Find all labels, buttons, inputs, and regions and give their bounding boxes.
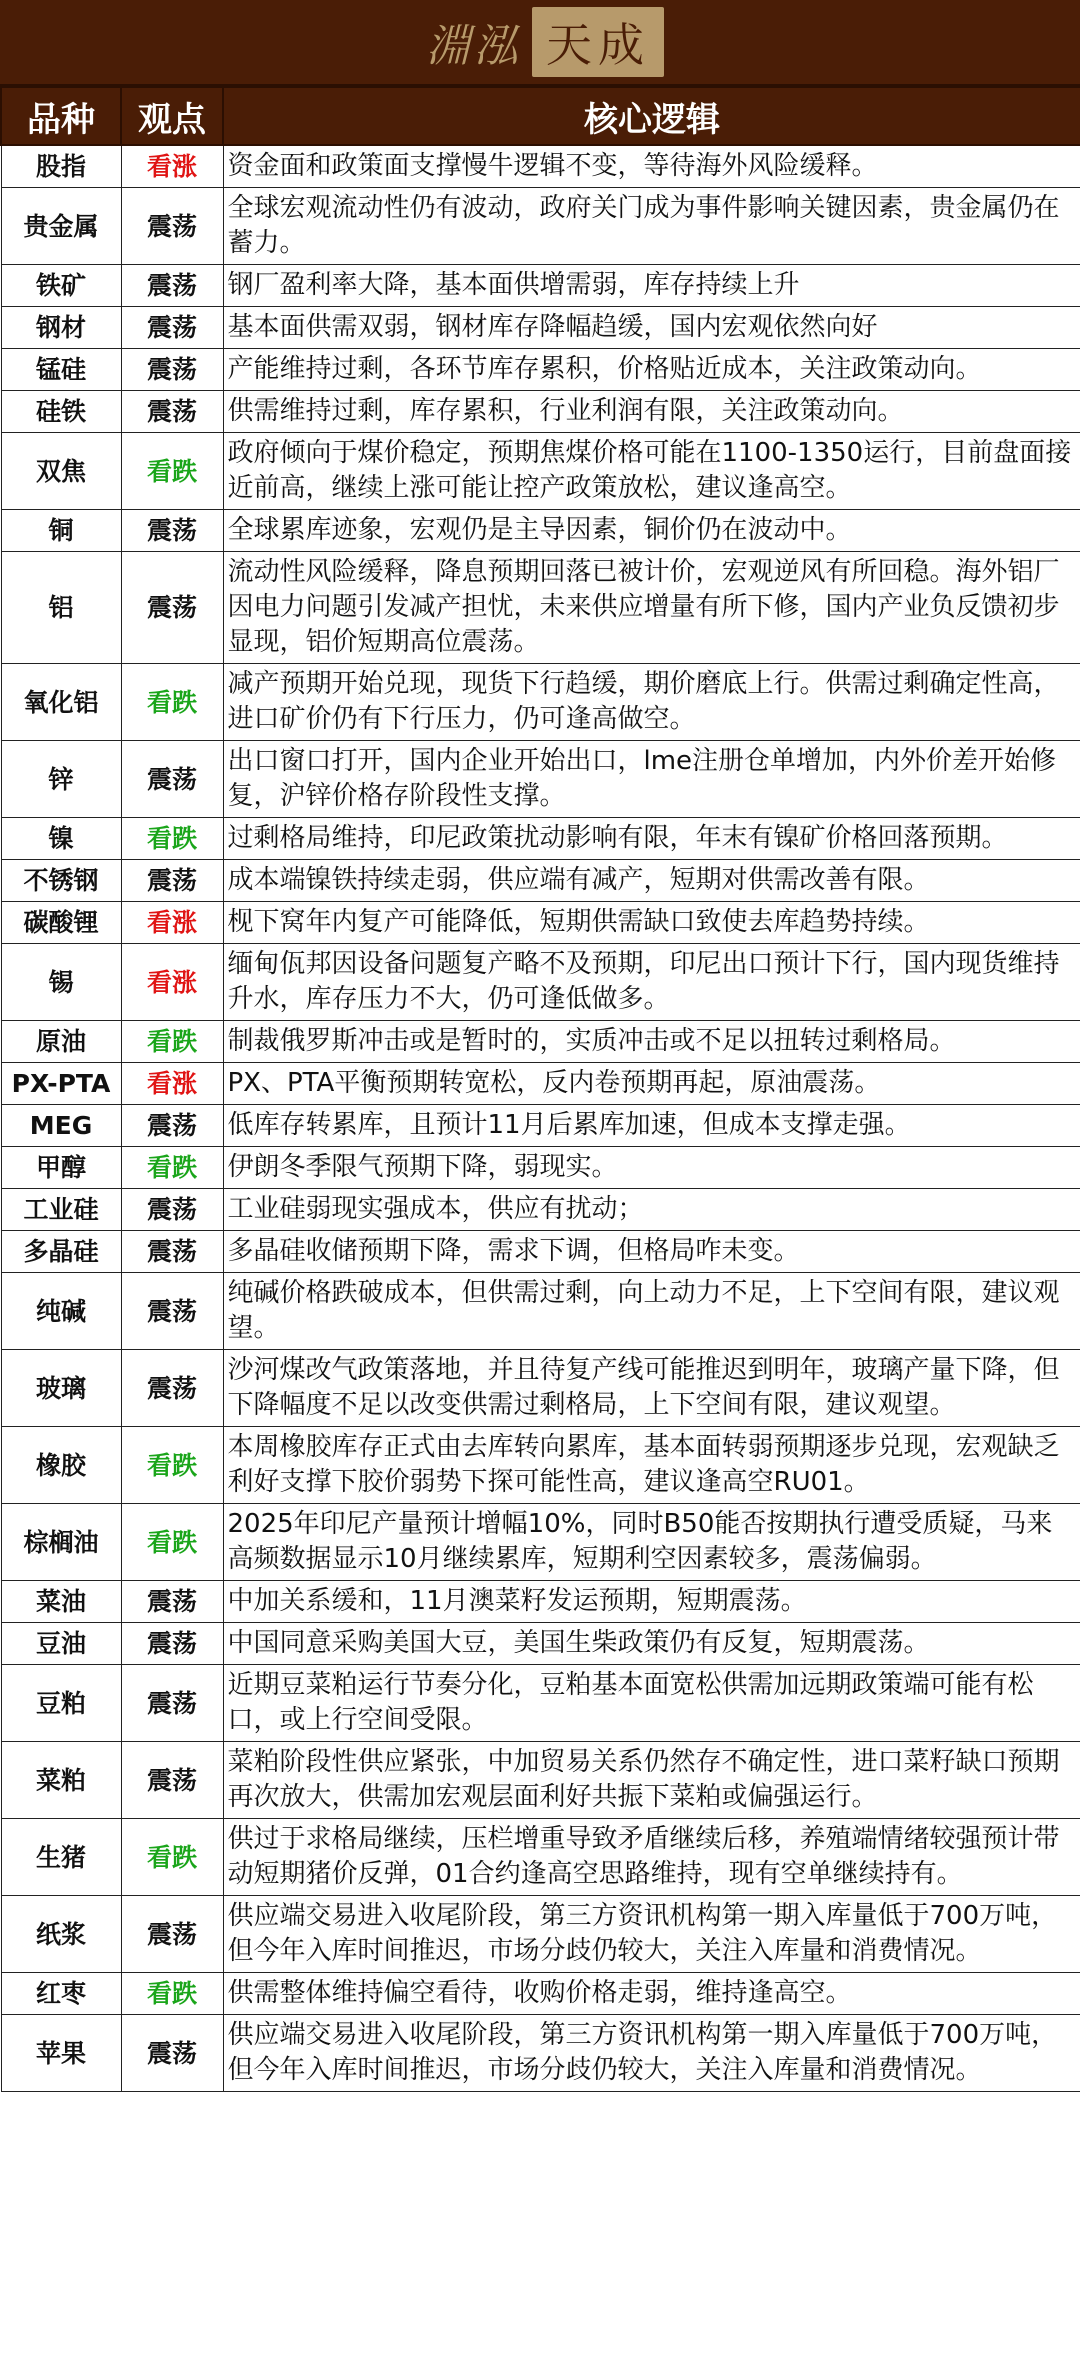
cell-logic: 产能维持过剩，各环节库存累积，价格贴近成本，关注政策动向。 (223, 349, 1080, 391)
cell-view: 看跌 (121, 664, 223, 741)
cell-variety: 菜油 (1, 1581, 121, 1623)
cell-logic: 工业硅弱现实强成本，供应有扰动； (223, 1189, 1080, 1231)
cell-logic: 制裁俄罗斯冲击或是暂时的，实质冲击或不足以扭转过剩格局。 (223, 1021, 1080, 1063)
cell-logic: 中加关系缓和，11月澳菜籽发运预期，短期震荡。 (223, 1581, 1080, 1623)
table-row (1, 349, 1080, 391)
cell-view: 震荡 (121, 860, 223, 902)
cell-logic: 供过于求格局继续，压栏增重导致矛盾继续后移，养殖端情绪较强预计带动短期猪价反弹，01合约逢高空思路维持，现有空单继续持有。 (223, 1819, 1080, 1896)
table-row (1, 1189, 1080, 1231)
table-row (1, 741, 1080, 818)
column-header-logic: 核心逻辑 (223, 87, 1080, 145)
cell-logic: 全球宏观流动性仍有波动，政府关门成为事件影响关键因素，贵金属仍在蓄力。 (223, 188, 1080, 265)
cell-logic: 钢厂盈利率大降，基本面供增需弱，库存持续上升 (223, 265, 1080, 307)
cell-variety: 红枣 (1, 1973, 121, 2015)
cell-logic: 供需整体维持偏空看待，收购价格走弱，维持逢高空。 (223, 1973, 1080, 2015)
cell-variety: 锰硅 (1, 349, 121, 391)
table-row (1, 1063, 1080, 1105)
cell-logic: 枧下窝年内复产可能降低，短期供需缺口致使去库趋势持续。 (223, 902, 1080, 944)
table-row (1, 860, 1080, 902)
cell-variety: 铜 (1, 510, 121, 552)
cell-variety: 纯碱 (1, 1273, 121, 1350)
cell-logic: 多晶硅收储预期下降，需求下调，但格局咋未变。 (223, 1231, 1080, 1273)
logo-text-left: 淵泓 (426, 21, 522, 72)
logo-text-right: 天成 (532, 7, 664, 77)
cell-logic: 菜粕阶段性供应紧张，中加贸易关系仍然存不确定性，进口菜籽缺口预期再次放大，供需加宏观层面利好共振下菜粕或偏强运行。 (223, 1742, 1080, 1819)
table-row (1, 1427, 1080, 1504)
table-row (1, 1896, 1080, 1973)
cell-logic: 流动性风险缓释，降息预期回落已被计价，宏观逆风有所回稳。海外铝厂因电力问题引发减产担忧，未来供应增量有所下修，国内产业负反馈初步显现，铝价短期高位震荡。 (223, 552, 1080, 664)
cell-view: 震荡 (121, 188, 223, 265)
column-header-variety: 品种 (1, 87, 121, 145)
cell-logic: 中国同意采购美国大豆，美国生柴政策仍有反复，短期震荡。 (223, 1623, 1080, 1665)
table-row (1, 145, 1080, 188)
cell-view: 看跌 (121, 433, 223, 510)
cell-variety: 多晶硅 (1, 1231, 121, 1273)
cell-view: 看跌 (121, 818, 223, 860)
cell-logic: 2025年印尼产量预计增幅10%，同时B50能否按期执行遭受质疑，马来高频数据显示10月继续累库，短期利空因素较多，震荡偏弱。 (223, 1504, 1080, 1581)
table-row (1, 1350, 1080, 1427)
header-banner (0, 0, 1080, 86)
cell-variety: 原油 (1, 1021, 121, 1063)
cell-logic: 近期豆菜粕运行节奏分化，豆粕基本面宽松供需加远期政策端可能有松口，或上行空间受限。 (223, 1665, 1080, 1742)
cell-view: 震荡 (121, 1231, 223, 1273)
cell-view: 震荡 (121, 1189, 223, 1231)
cell-variety: 不锈钢 (1, 860, 121, 902)
table-header-row (1, 87, 1080, 145)
cell-logic: 出口窗口打开，国内企业开始出口，lme注册仓单增加，内外价差开始修复，沪锌价格存阶段性支撑。 (223, 741, 1080, 818)
cell-view: 看跌 (121, 1147, 223, 1189)
cell-view: 震荡 (121, 349, 223, 391)
cell-variety: 贵金属 (1, 188, 121, 265)
table-row (1, 1581, 1080, 1623)
cell-variety: 豆粕 (1, 1665, 121, 1742)
cell-view: 震荡 (121, 741, 223, 818)
cell-variety: 碳酸锂 (1, 902, 121, 944)
cell-view: 震荡 (121, 552, 223, 664)
table-row (1, 1742, 1080, 1819)
cell-variety: 豆油 (1, 1623, 121, 1665)
cell-view: 看跌 (121, 1504, 223, 1581)
cell-variety: 铝 (1, 552, 121, 664)
cell-view: 看跌 (121, 1819, 223, 1896)
table-row (1, 1665, 1080, 1742)
cell-logic: 沙河煤改气政策落地，并且待复产线可能推迟到明年，玻璃产量下降，但下降幅度不足以改变供需过剩格局，上下空间有限，建议观望。 (223, 1350, 1080, 1427)
cell-variety: 钢材 (1, 307, 121, 349)
cell-variety: PX-PTA (1, 1063, 121, 1105)
table-row (1, 188, 1080, 265)
cell-variety: 橡胶 (1, 1427, 121, 1504)
cell-variety: 玻璃 (1, 1350, 121, 1427)
table-row (1, 552, 1080, 664)
cell-logic: 资金面和政策面支撑慢牛逻辑不变，等待海外风险缓释。 (223, 145, 1080, 188)
cell-variety: 纸浆 (1, 1896, 121, 1973)
cell-view: 震荡 (121, 307, 223, 349)
cell-variety: 菜粕 (1, 1742, 121, 1819)
cell-variety: 双焦 (1, 433, 121, 510)
table-row (1, 664, 1080, 741)
cell-logic: 纯碱价格跌破成本，但供需过剩，向上动力不足，上下空间有限，建议观望。 (223, 1273, 1080, 1350)
table-row (1, 1819, 1080, 1896)
table-row (1, 265, 1080, 307)
table-row (1, 1147, 1080, 1189)
company-logo (416, 6, 664, 78)
cell-view: 震荡 (121, 391, 223, 433)
cell-variety: 锡 (1, 944, 121, 1021)
cell-logic: PX、PTA平衡预期转宽松，反内卷预期再起，原油震荡。 (223, 1063, 1080, 1105)
cell-view: 看跌 (121, 1973, 223, 2015)
cell-variety: MEG (1, 1105, 121, 1147)
cell-view: 震荡 (121, 1665, 223, 1742)
cell-view: 震荡 (121, 1581, 223, 1623)
cell-logic: 成本端镍铁持续走弱，供应端有减产，短期对供需改善有限。 (223, 860, 1080, 902)
table-row (1, 1273, 1080, 1350)
table-row (1, 902, 1080, 944)
table-row (1, 510, 1080, 552)
table-row (1, 1105, 1080, 1147)
cell-variety: 铁矿 (1, 265, 121, 307)
table-row (1, 1231, 1080, 1273)
cell-logic: 供应端交易进入收尾阶段，第三方资讯机构第一期入库量低于700万吨，但今年入库时间推迟，市场分歧仍较大，关注入库量和消费情况。 (223, 2015, 1080, 2092)
table-row (1, 391, 1080, 433)
cell-view: 震荡 (121, 1350, 223, 1427)
cell-variety: 生猪 (1, 1819, 121, 1896)
table-row (1, 433, 1080, 510)
cell-logic: 过剩格局维持，印尼政策扰动影响有限，年末有镍矿价格回落预期。 (223, 818, 1080, 860)
cell-variety: 股指 (1, 145, 121, 188)
cell-variety: 棕榈油 (1, 1504, 121, 1581)
table-row (1, 1623, 1080, 1665)
cell-view: 震荡 (121, 265, 223, 307)
cell-logic: 减产预期开始兑现，现货下行趋缓，期价磨底上行。供需过剩确定性高，进口矿价仍有下行压力，仍可逢高做空。 (223, 664, 1080, 741)
cell-variety: 硅铁 (1, 391, 121, 433)
table-row (1, 818, 1080, 860)
cell-view: 震荡 (121, 1742, 223, 1819)
cell-logic: 基本面供需双弱，钢材库存降幅趋缓，国内宏观依然向好 (223, 307, 1080, 349)
cell-view: 看跌 (121, 1021, 223, 1063)
market-views-table (0, 86, 1080, 2092)
cell-variety: 甲醇 (1, 1147, 121, 1189)
cell-view: 震荡 (121, 1623, 223, 1665)
cell-variety: 锌 (1, 741, 121, 818)
cell-logic: 全球累库迹象，宏观仍是主导因素，铜价仍在波动中。 (223, 510, 1080, 552)
cell-logic: 政府倾向于煤价稳定，预期焦煤价格可能在1100-1350运行，目前盘面接近前高，继续上涨可能让控产政策放松，建议逢高空。 (223, 433, 1080, 510)
cell-logic: 伊朗冬季限气预期下降，弱现实。 (223, 1147, 1080, 1189)
cell-logic: 供需维持过剩，库存累积，行业利润有限，关注政策动向。 (223, 391, 1080, 433)
cell-view: 看涨 (121, 145, 223, 188)
cell-logic: 缅甸佤邦因设备问题复产略不及预期，印尼出口预计下行，国内现货维持升水，库存压力不大，仍可逢低做多。 (223, 944, 1080, 1021)
cell-variety: 镍 (1, 818, 121, 860)
table-row (1, 1973, 1080, 2015)
table-row (1, 307, 1080, 349)
cell-logic: 低库存转累库，且预计11月后累库加速，但成本支撑走强。 (223, 1105, 1080, 1147)
cell-view: 看跌 (121, 1427, 223, 1504)
cell-variety: 工业硅 (1, 1189, 121, 1231)
cell-view: 震荡 (121, 1105, 223, 1147)
cell-view: 震荡 (121, 2015, 223, 2092)
cell-view: 震荡 (121, 1896, 223, 1973)
column-header-view: 观点 (121, 87, 223, 145)
cell-view: 看涨 (121, 944, 223, 1021)
cell-logic: 供应端交易进入收尾阶段，第三方资讯机构第一期入库量低于700万吨，但今年入库时间推迟，市场分歧仍较大，关注入库量和消费情况。 (223, 1896, 1080, 1973)
cell-logic: 本周橡胶库存正式由去库转向累库，基本面转弱预期逐步兑现，宏观缺乏利好支撑下胶价弱势下探可能性高，建议逢高空RU01。 (223, 1427, 1080, 1504)
cell-view: 震荡 (121, 1273, 223, 1350)
cell-view: 看涨 (121, 902, 223, 944)
cell-view: 震荡 (121, 510, 223, 552)
cell-view: 看涨 (121, 1063, 223, 1105)
table-row (1, 2015, 1080, 2092)
table-row (1, 1504, 1080, 1581)
cell-variety: 氧化铝 (1, 664, 121, 741)
table-row (1, 944, 1080, 1021)
cell-variety: 苹果 (1, 2015, 121, 2092)
table-row (1, 1021, 1080, 1063)
